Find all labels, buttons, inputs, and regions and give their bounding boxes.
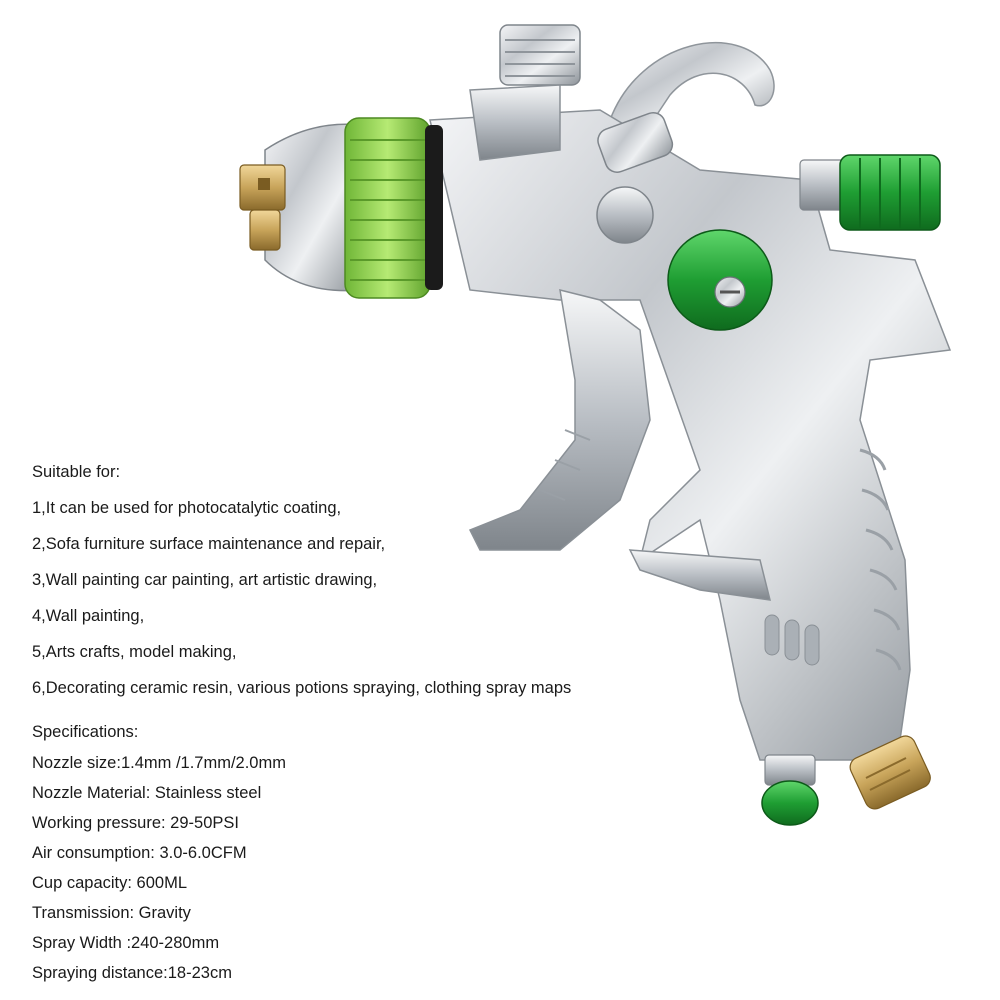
- spec-item: Nozzle size:1.4mm /1.7mm/2.0mm: [32, 754, 286, 772]
- use-item: 6,Decorating ceramic resin, various potions spraying, clothing spray maps: [32, 679, 572, 697]
- use-item: 5,Arts crafts, model making,: [32, 643, 237, 661]
- use-item: 1,It can be used for photocatalytic coating,: [32, 499, 342, 517]
- spec-item: Cup capacity: 600ML: [32, 874, 188, 892]
- use-item: 3,Wall painting car painting, art artistic drawing,: [32, 571, 378, 589]
- suitable-heading: Suitable for:: [32, 463, 121, 481]
- spec-item: Spraying distance:18-23cm: [32, 964, 232, 982]
- spec-item: Transmission: Gravity: [32, 904, 191, 922]
- use-item: 4,Wall painting,: [32, 607, 145, 625]
- use-item: 2,Sofa furniture surface maintenance and repair,: [32, 535, 386, 553]
- spec-item: Working pressure: 29-50PSI: [32, 814, 239, 832]
- spec-item: Air consumption: 3.0-6.0CFM: [32, 844, 247, 862]
- spec-item: Spray Width :240-280mm: [32, 934, 220, 952]
- spec-item: Nozzle Material: Stainless steel: [32, 784, 262, 802]
- specs-heading: Specifications:: [32, 723, 139, 741]
